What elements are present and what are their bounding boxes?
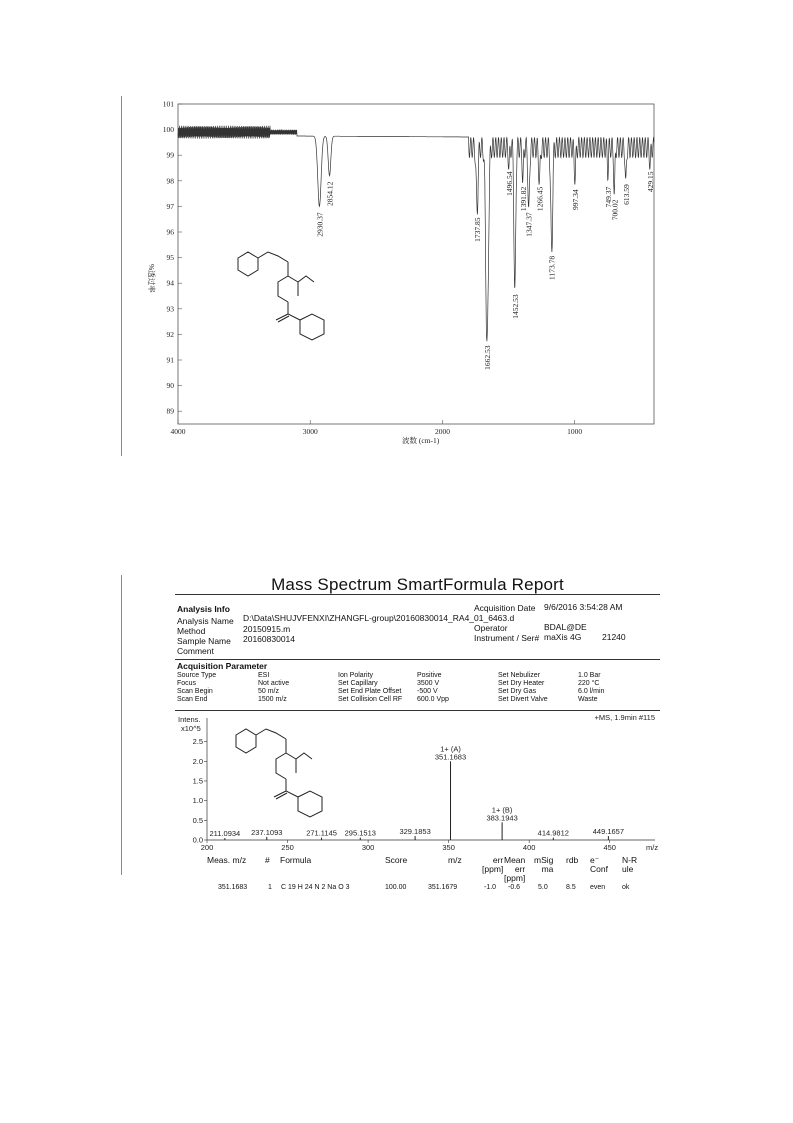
ir-peak-label: 2854.12 xyxy=(325,181,335,207)
acq-param-col3-values: 220 °C xyxy=(578,680,600,687)
results-row-cell: -1.0 xyxy=(484,884,497,891)
ir-y-tick-label: 97 xyxy=(166,201,174,211)
ms-y-axis-label: Intens. xyxy=(178,715,201,724)
ir-peak-label: 1266.45 xyxy=(535,186,545,212)
comment-label: Comment xyxy=(177,646,214,656)
method-label: Method xyxy=(177,626,206,636)
ir-y-axis-label: %透过率 xyxy=(147,264,156,293)
ms-peak-label: 449.1657 xyxy=(592,827,625,837)
ir-y-tick-label: 95 xyxy=(166,253,174,263)
acq-param-col2-values: Positive xyxy=(417,672,442,679)
acq-param-col2-values: 600.0 Vpp xyxy=(417,696,449,703)
acq-param-col1-values: 1500 m/z xyxy=(258,696,287,703)
acq-param-col3-labels: Set Nebulizer xyxy=(498,672,541,679)
ir-y-tick-label: 90 xyxy=(166,381,174,391)
ir-y-tick-label: 99 xyxy=(166,150,174,160)
acq-date-label: Acquisition Date xyxy=(474,603,536,613)
ir-y-tick-label: 92 xyxy=(166,329,174,339)
acq-param-col1-labels: Scan End xyxy=(177,696,208,703)
results-row-cell: 351.1679 xyxy=(428,884,458,891)
molecule-structure-ir xyxy=(238,252,324,340)
results-header-cell: err [ppm] xyxy=(482,855,504,874)
results-row-cell: 1 xyxy=(268,884,272,891)
acq-param-col3-values: Waste xyxy=(578,696,598,703)
spectrum-top-rule xyxy=(175,710,660,711)
ms-y-tick-label: 0.5 xyxy=(192,815,203,825)
ir-peak-label: 1173.78 xyxy=(547,255,557,281)
ir-peak-label: 2930.37 xyxy=(315,212,325,237)
results-row-cell: ok xyxy=(622,884,630,891)
ir-peak-label: 700.02 xyxy=(610,199,620,221)
acq-rule xyxy=(175,659,660,660)
ms-x-tick-label: 300 xyxy=(361,843,375,852)
instrument-value: maXis 4G xyxy=(544,632,582,642)
ir-y-tick-label: 101 xyxy=(162,99,174,109)
ir-y-tick-label: 96 xyxy=(166,227,174,237)
acq-param-col1-labels: Source Type xyxy=(177,672,217,679)
results-row-cell: 100.00 xyxy=(385,884,407,891)
ir-x-tick-label: 3000 xyxy=(302,427,318,436)
acq-param-col1-values: ESI xyxy=(258,672,270,679)
ir-peak-label: 1391.82 xyxy=(518,186,528,212)
results-header-cell: Formula xyxy=(280,855,312,865)
ir-y-tick-label: 89 xyxy=(166,406,174,416)
ms-y-tick-label: 1.0 xyxy=(192,796,203,806)
acq-param-col1-labels: Focus xyxy=(177,680,197,687)
results-header-cell: m/z xyxy=(448,855,462,865)
ir-peak-label: 1662.53 xyxy=(483,345,493,370)
report-title: Mass Spectrum SmartFormula Report xyxy=(271,575,564,594)
ms-y-ticks xyxy=(193,737,207,844)
results-row-cell: 8.5 xyxy=(566,884,576,891)
ms-peak-annotation: 1+ (B) xyxy=(491,805,513,815)
ir-x-axis-label: 波数 (cm-1) xyxy=(402,436,440,445)
title-rule xyxy=(175,594,660,595)
acq-param-col3-values: 6.0 l/min xyxy=(578,688,605,695)
acq-param-col1-labels: Scan Begin xyxy=(177,688,213,695)
ms-x-ticks xyxy=(201,840,616,852)
ir-x-tick-label: 1000 xyxy=(567,427,583,436)
ms-y-tick-label: 1.5 xyxy=(192,776,203,786)
ms-x-tick-label: 450 xyxy=(603,843,616,852)
ir-peak-label: 613.59 xyxy=(621,184,631,205)
results-row-cell: even xyxy=(590,884,606,891)
ms-peaks xyxy=(210,744,625,840)
acq-param-col1-values: Not active xyxy=(258,680,290,687)
results-row-cell: 5.0 xyxy=(538,884,548,891)
results-header-cell: mSig ma xyxy=(534,855,554,874)
results-row-cell: 351.1683 xyxy=(218,884,248,891)
acq-param-col2-values: -500 V xyxy=(417,688,438,695)
ir-peak-label: 1496.54 xyxy=(505,171,515,196)
acq-param-col2-labels: Set Collision Cell RF xyxy=(338,696,403,703)
ir-y-tick-label: 93 xyxy=(166,304,174,314)
ms-peak-label: 271.1145 xyxy=(306,828,337,838)
ms-peak-label: 351.1683 xyxy=(434,752,467,762)
ir-peak-label: 1737.85 xyxy=(473,217,483,242)
ms-peak-label: 295.1513 xyxy=(344,828,376,838)
ms-y-axis-exponent: x10^5 xyxy=(181,724,201,733)
acq-param-col3-labels: Set Dry Heater xyxy=(498,680,545,687)
ir-x-tick-label: 4000 xyxy=(170,427,186,436)
acq-param-col2-values: 3500 V xyxy=(417,680,440,687)
acq-param-col3-labels: Set Divert Valve xyxy=(498,696,548,703)
serial-value: 21240 xyxy=(602,632,626,642)
acq-param-col1-values: 50 m/z xyxy=(258,688,280,695)
ms-x-tick-label: 350 xyxy=(442,843,455,852)
ir-y-tick-label: 98 xyxy=(166,176,174,186)
ms-peak-label: 211.0934 xyxy=(209,829,241,839)
ir-x-ticks xyxy=(171,420,583,436)
instrument-label: Instrument / Ser# xyxy=(474,633,540,643)
acq-param-col2-labels: Set Capillary xyxy=(338,680,378,687)
results-header-cell: Meas. m/z xyxy=(207,855,247,865)
results-header-cell: Score xyxy=(385,855,408,865)
ir-x-tick-label: 2000 xyxy=(434,427,450,436)
acq-param-col2-labels: Ion Polarity xyxy=(338,672,374,679)
results-row-cell: C 19 H 24 N 2 Na O 3 xyxy=(281,884,350,891)
results-header-cell: rdb xyxy=(566,855,579,865)
ir-y-tick-label: 100 xyxy=(162,125,174,135)
analysis-info-heading: Analysis Info xyxy=(177,604,230,614)
sample-name-value: 20160830014 xyxy=(243,634,296,644)
ir-peak-label: 1452.53 xyxy=(510,294,520,319)
ms-spectrum-title: +MS, 1.9min #115 xyxy=(594,713,655,722)
ms-x-tick-label: 250 xyxy=(281,843,294,852)
ir-peak-label: 1347.37 xyxy=(524,212,534,237)
ms-left-border xyxy=(121,575,122,875)
ir-peak-label: 997.34 xyxy=(571,189,581,210)
acq-param-heading: Acquisition Parameter xyxy=(177,661,268,671)
ir-peak-label: 749.37 xyxy=(603,186,613,208)
ms-y-tick-label: 2.0 xyxy=(192,756,203,766)
results-row-cell: -0.6 xyxy=(508,884,521,891)
analysis-name-value: D:\Data\SHUJVFENXI\ZHANGFL-group\20160830014_RA4_01_6463.d xyxy=(243,613,515,623)
analysis-name-label: Analysis Name xyxy=(177,616,234,626)
ms-y-tick-label: 2.5 xyxy=(192,737,203,747)
operator-label: Operator xyxy=(474,623,508,633)
acq-param-col2-labels: Set End Plate Offset xyxy=(338,688,402,695)
molecule-structure-ms xyxy=(236,729,322,817)
ir-spectrum-chart xyxy=(0,0,793,470)
ms-peak-label: 329.1853 xyxy=(399,827,431,837)
results-header-cell: N-R ule xyxy=(622,855,638,874)
method-value: 20150915.m xyxy=(243,624,291,634)
ms-peak-annotation: 1+ (A) xyxy=(440,744,461,754)
ms-x-tick-label: 400 xyxy=(522,843,536,852)
ms-x-axis-label: m/z xyxy=(646,843,659,852)
ir-y-tick-label: 91 xyxy=(166,355,174,365)
ms-x-tick-label: 200 xyxy=(200,843,214,852)
ms-peak-label: 414.9812 xyxy=(537,828,569,838)
acq-date-value: 9/6/2016 3:54:28 AM xyxy=(544,602,623,612)
ir-y-ticks xyxy=(163,100,182,416)
results-header-cell: Mean err [ppm] xyxy=(504,855,526,883)
ir-y-tick-label: 94 xyxy=(166,278,174,288)
ms-peak-label: 237.1093 xyxy=(251,827,283,837)
ms-peak-label: 383.1943 xyxy=(486,813,518,823)
acq-param-col3-values: 1.0 Bar xyxy=(578,672,601,679)
results-header-cell: e⁻ Conf xyxy=(590,855,608,874)
operator-value: BDAL@DE xyxy=(544,622,587,632)
ms-y-tick-label: 0.0 xyxy=(192,835,203,845)
ir-peak-label: 429.15 xyxy=(646,171,656,193)
acq-param-col3-labels: Set Dry Gas xyxy=(498,688,537,695)
sample-name-label: Sample Name xyxy=(177,636,231,646)
results-header-cell: # xyxy=(265,855,270,865)
ir-spectrum-line xyxy=(178,126,654,341)
